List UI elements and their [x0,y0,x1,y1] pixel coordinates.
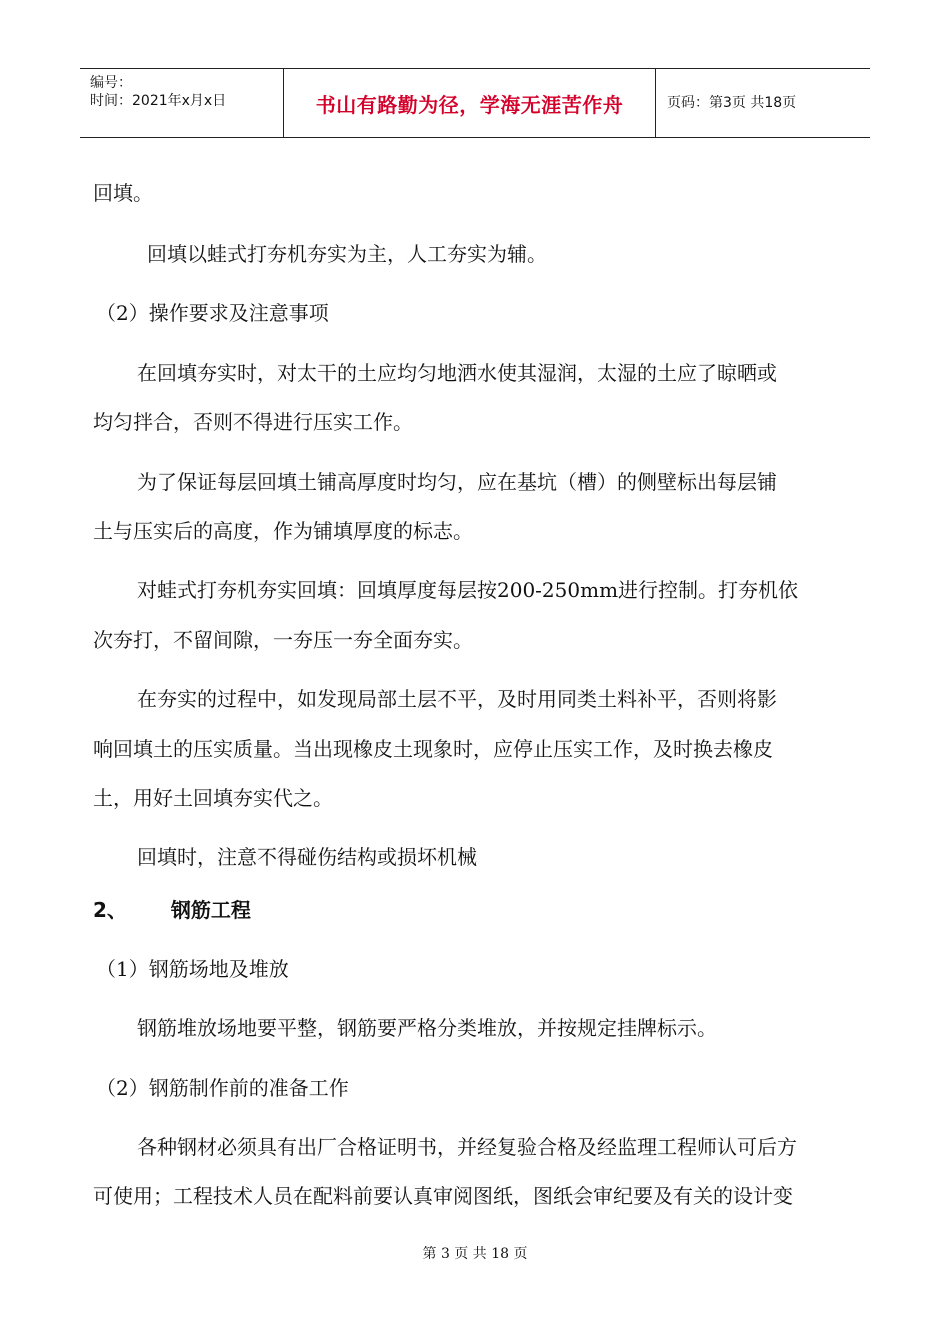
paragraph-line: 对蛙式打夯机夯实回填：回填厚度每层按200-250mm进行控制。打夯机依 [137,578,799,602]
paragraph-line: 各种钢材必须具有出厂合格证明书，并经复验合格及经监理工程师认可后方 [137,1135,797,1159]
section-number: 2、 [93,898,127,922]
paragraph-line: 在夯实的过程中，如发现局部土层不平，及时用同类土料补平，否则将影 [137,687,777,711]
section-title: 钢筋工程 [170,898,251,922]
paragraph-line: 土，用好土回填夯实代之。 [93,786,333,810]
subheading: （1）钢筋场地及堆放 [96,957,289,981]
paragraph-line: 钢筋堆放场地要平整，钢筋要严格分类堆放，并按规定挂牌标示。 [137,1016,717,1040]
section-heading [93,897,251,923]
paragraph-line: 次夯打，不留间隙，一夯压一夯全面夯实。 [93,628,473,652]
paragraph-line: 土与压实后的高度，作为铺填厚度的标志。 [93,519,473,543]
header-meta-cell [80,69,284,137]
paragraph-line: 回填。 [93,181,153,205]
paragraph-line: 回填以蛙式打夯机夯实为主，人工夯实为辅。 [147,242,547,266]
page-footer: 第 3 页 共 18 页 [422,1246,528,1262]
subheading: （2）钢筋制作前的准备工作 [96,1076,349,1100]
page-info: 页码：第3页 共18页 [667,95,797,111]
paragraph-line: 回填时，注意不得碰伤结构或损坏机械 [137,845,477,869]
header-page-cell [657,69,870,137]
paragraph-line: 可使用；工程技术人员在配料前要认真审阅图纸，图纸会审纪要及有关的设计变 [93,1184,793,1208]
paragraph-line: 响回填土的压实质量。当出现橡皮土现象时，应停止压实工作，及时换去橡皮 [93,737,773,761]
motto-text: 书山有路勤为径，学海无涯苦作舟 [315,92,624,117]
subheading: （2）操作要求及注意事项 [96,301,329,325]
document-header [80,68,870,138]
paragraph-line: 为了保证每层回填土铺高厚度时均匀，应在基坑（槽）的侧壁标出每层铺 [137,470,777,494]
time-label: 时间：2021年x月x日 [90,93,227,109]
header-motto-cell [284,69,656,137]
paragraph-line: 均匀拌合，否则不得进行压实工作。 [93,410,413,434]
paragraph-line: 在回填夯实时，对太干的土应均匀地洒水使其湿润，太湿的土应了晾晒或 [137,361,777,385]
number-label: 编号： [90,75,132,91]
